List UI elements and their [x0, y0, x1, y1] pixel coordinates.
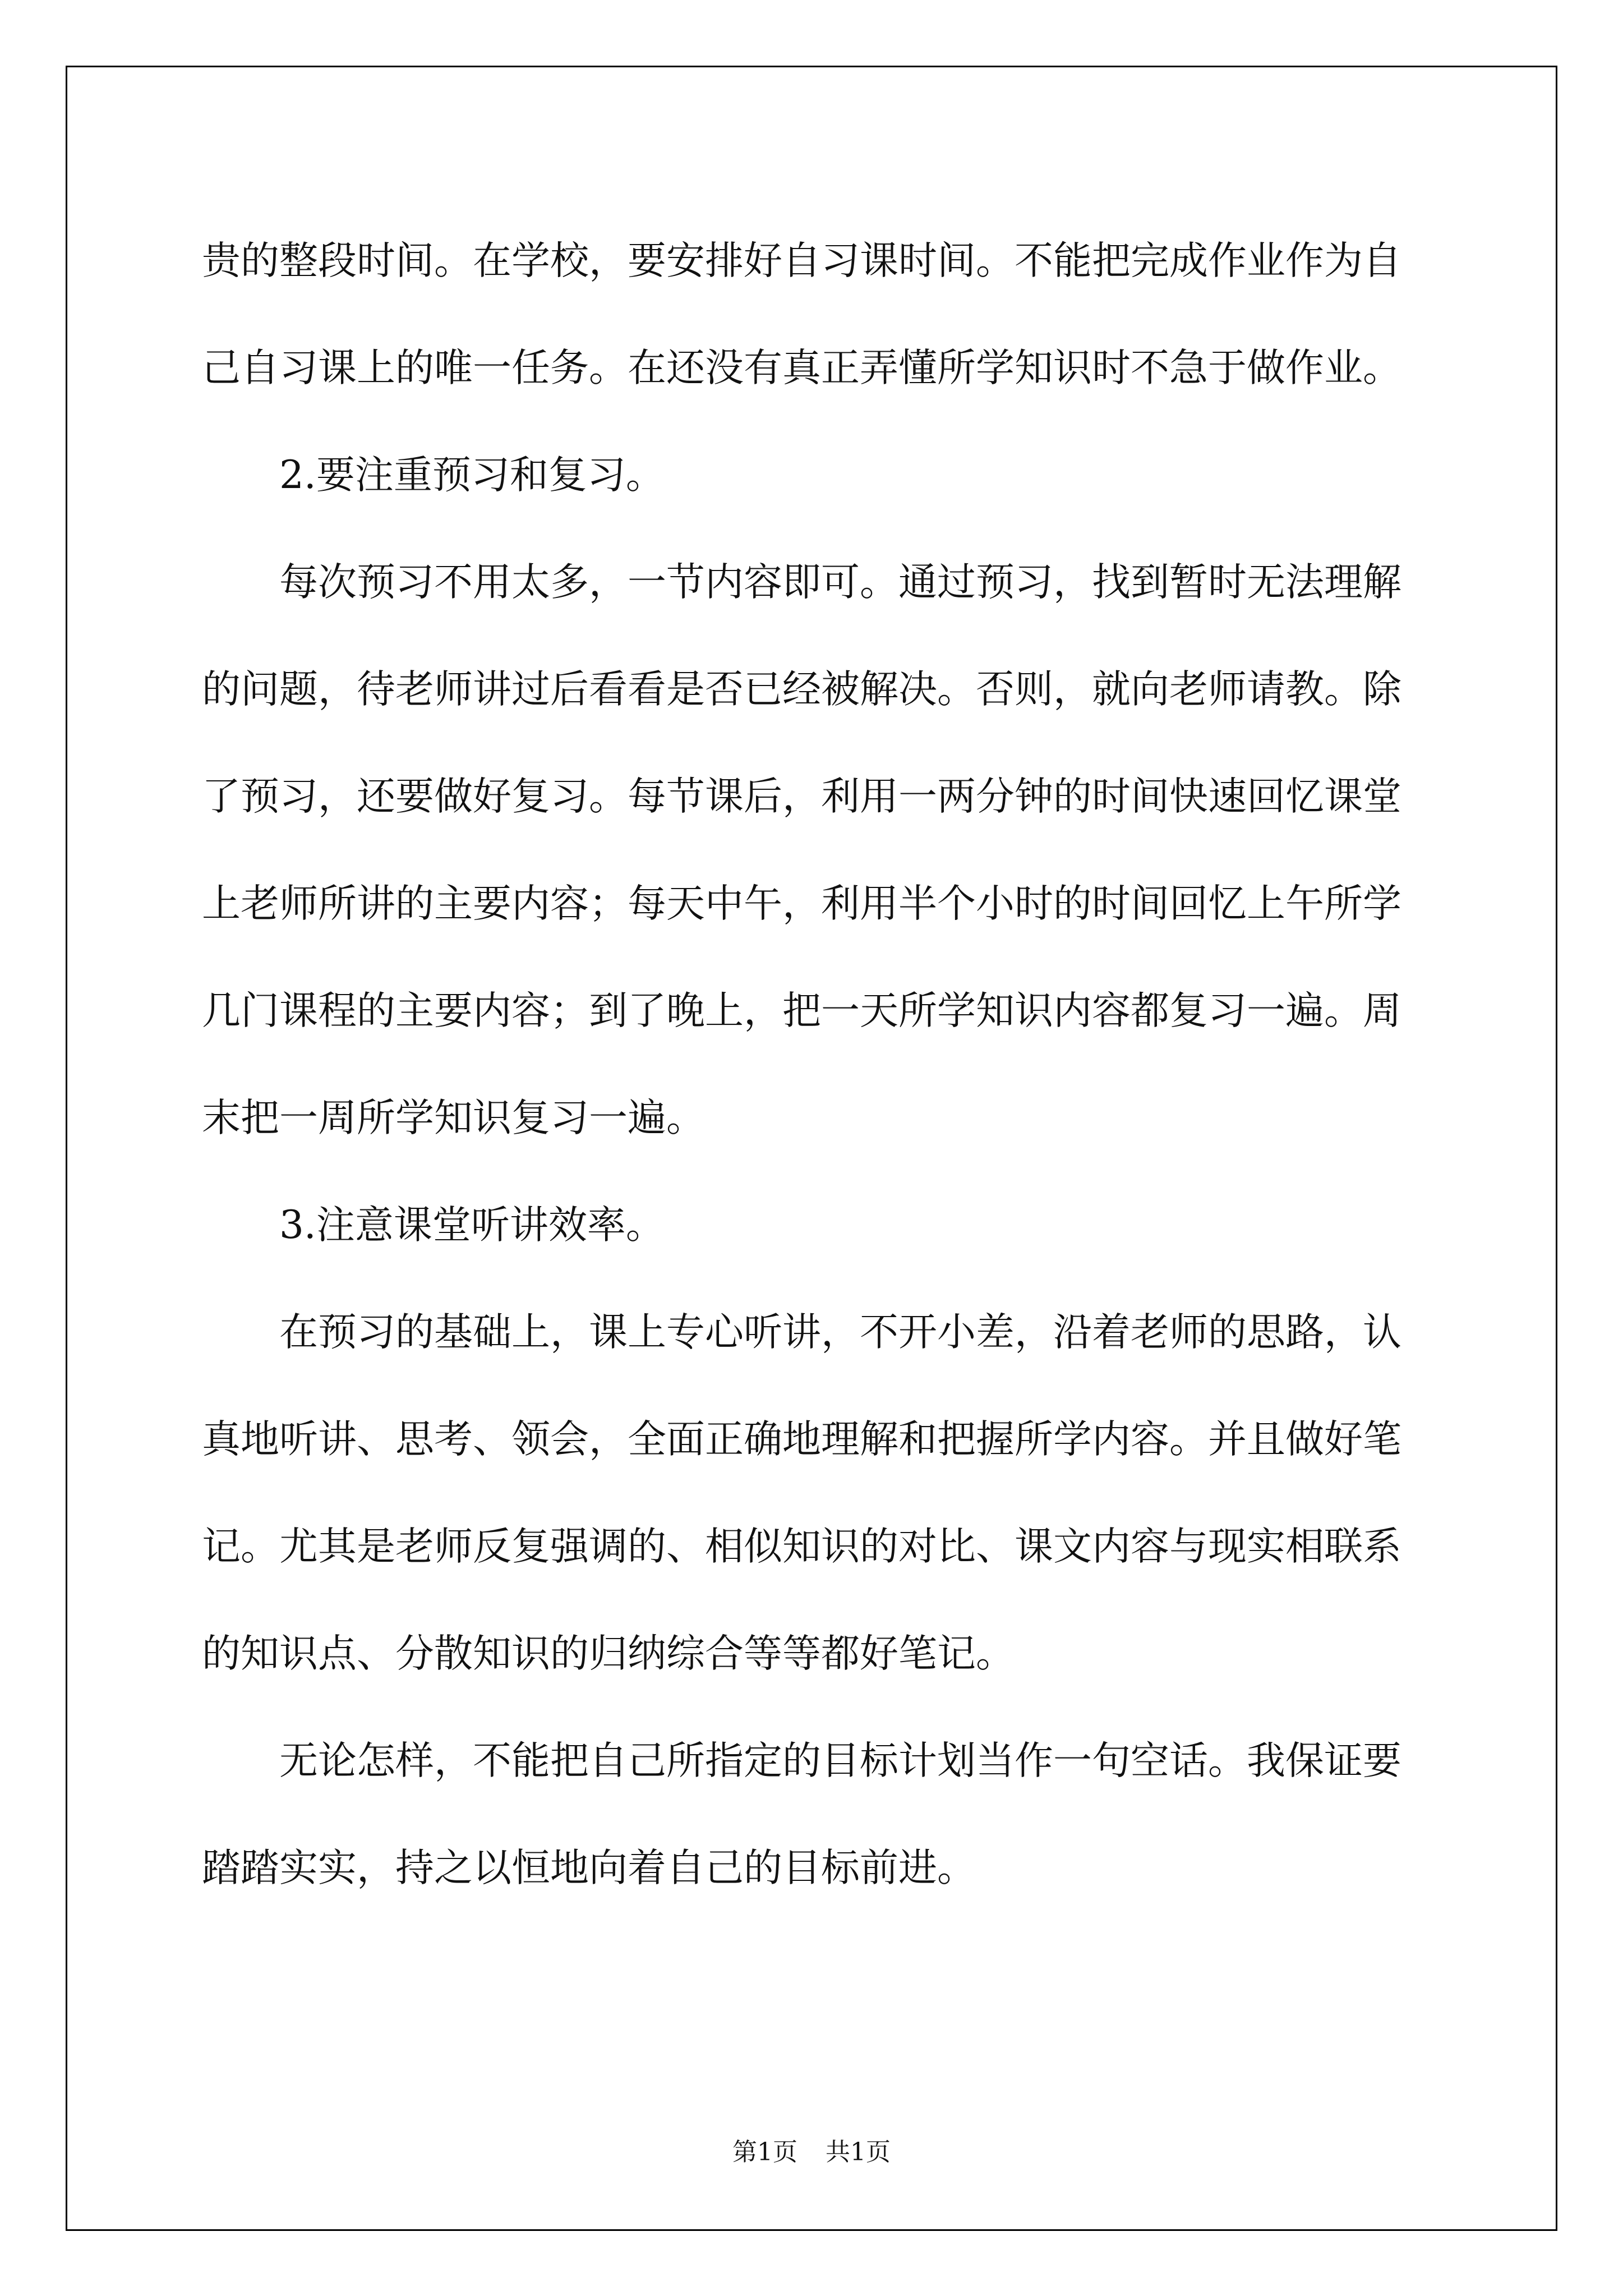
paragraph-3: 每次预习不用太多，一节内容即可。通过预习，找到暂时无法理解的问题，待老师讲过后看看是否已经被解决。否则，就向老师请教。除了预习，还要做好复习。每节课后，利用一两分钟的时间快速回忆课堂上老师所讲的主要内容；每天中午，利用半个小时的时间回忆上午所学几门课程的主要内容；到了晚上，把一天所学知识内容都复习一遍。周末把一周所学知识复习一遍。 — [202, 560, 1401, 1140]
page-total: 共1页 — [826, 2138, 891, 2166]
document-body — [202, 208, 1436, 1922]
paragraph-4-heading: 3.注意课堂听讲效率。 — [279, 1203, 665, 1248]
paragraph-1: 贵的整段时间。在学校，要安排好自习课时间。不能把完成作业作为自己自习课上的唯一任务。在还没有真正弄懂所学知识时不急于做作业。 — [202, 238, 1401, 390]
page-footer — [0, 2132, 1623, 2168]
page-number: 第1页 — [732, 2138, 797, 2166]
paragraph-2-heading: 2.要注重预习和复习。 — [279, 453, 665, 498]
paragraph-5: 在预习的基础上，课上专心听讲，不开小差，沿着老师的思路，认真地听讲、思考、领会，全面正确地理解和把握所学内容。并且做好笔记。尤其是老师反复强调的、相似知识的对比、课文内容与现实相联系的知识点、分散知识的归纳综合等等都好笔记。 — [202, 1310, 1401, 1676]
paragraph-6: 无论怎样，不能把自己所指定的目标计划当作一句空话。我保证要踏踏实实，持之以恒地向着自己的目标前进。 — [202, 1738, 1401, 1890]
